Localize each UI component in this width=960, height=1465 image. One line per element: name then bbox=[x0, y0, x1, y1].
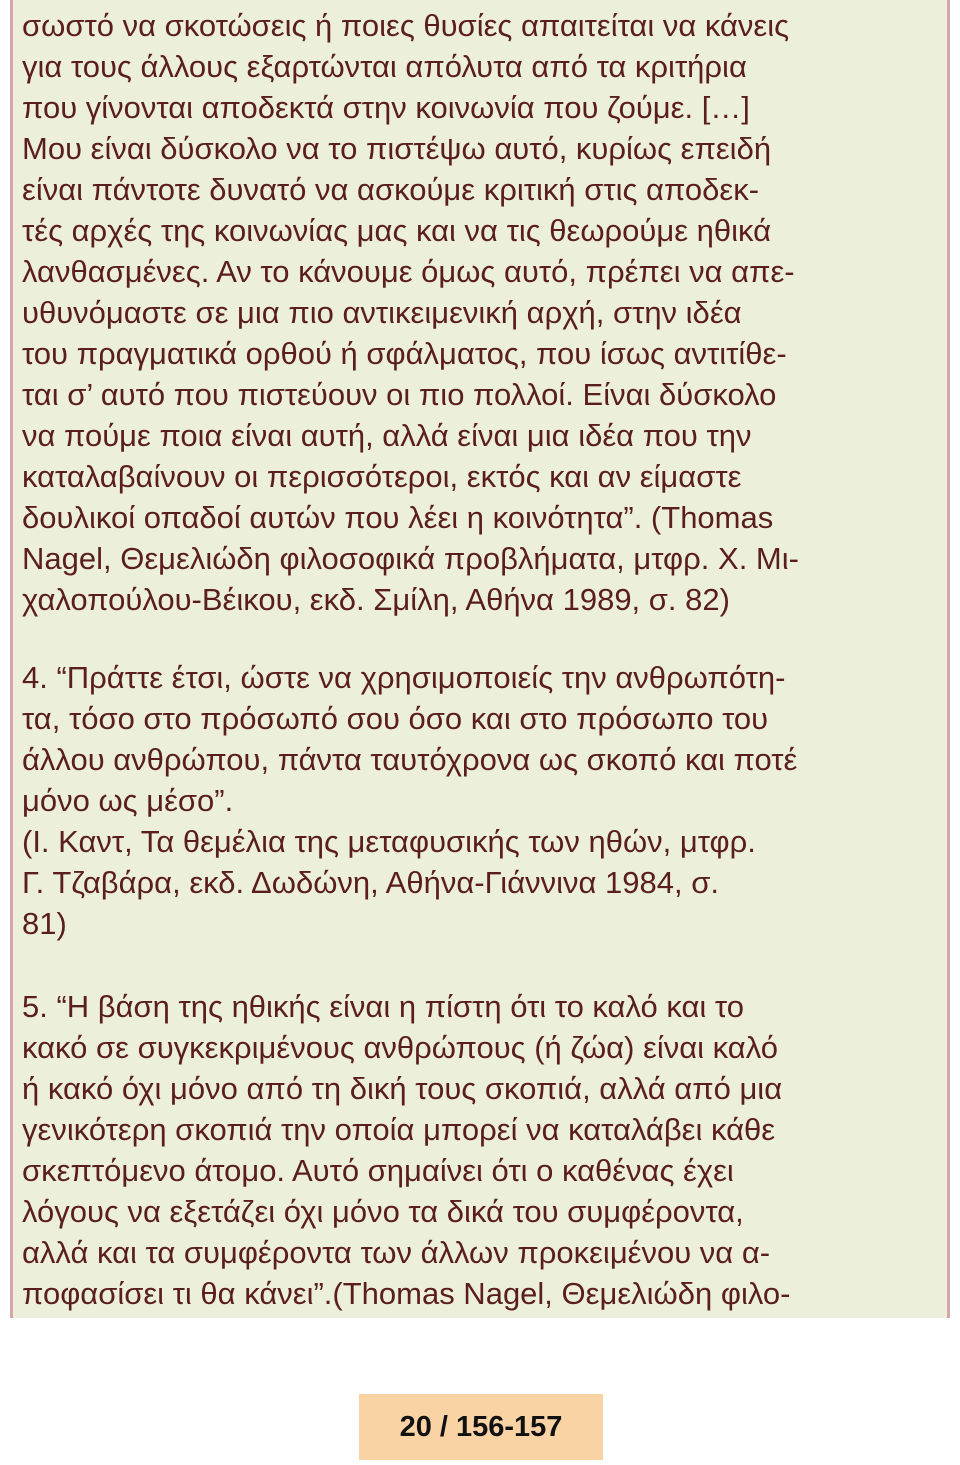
text-line: τα, τόσο στο πρόσωπό σου όσο και στο πρόσωπο του bbox=[22, 701, 769, 736]
text-line: Μου είναι δύσκολο να το πιστέψω αυτό, κυρίως επειδή bbox=[22, 131, 772, 166]
text-line: ποφασίσει τι θα κάνει”.(Thomas Nagel, Θεμελιώδη φιλο- bbox=[22, 1276, 791, 1311]
text-line: δουλικοί οπαδοί αυτών που λέει η κοινότητα”. (Thomas bbox=[22, 500, 774, 535]
text-line: σωστό να σκοτώσεις ή ποιες θυσίες απαιτείται να κάνεις bbox=[22, 8, 790, 43]
text-line: μόνο ως μέσο”. bbox=[22, 783, 234, 818]
text-line: τές αρχές της κοινωνίας μας και να τις θεωρούμε ηθικά bbox=[22, 213, 772, 248]
text-line: 81) bbox=[22, 906, 67, 941]
text-line: σκεπτόμενο άτομο. Αυτό σημαίνει ότι ο καθένας έχει bbox=[22, 1153, 734, 1188]
text-line: κακό σε συγκεκριμένους ανθρώπους (ή ζώα) είναι καλό bbox=[22, 1030, 778, 1065]
text-line: λόγους να εξετάζει όχι μόνο τα δικά του συμφέροντα, bbox=[22, 1194, 744, 1229]
text-line: (Ι. Καντ, Τα θεμέλια της μεταφυσικής των ηθών, μτφρ. bbox=[22, 824, 756, 859]
text-line: Nagel, Θεμελιώδη φιλοσοφικά προβλήματα, μτφρ. Χ. Μι- bbox=[22, 541, 799, 576]
text-line: αλλά και τα συμφέροντα των άλλων προκειμένου να α- bbox=[22, 1235, 771, 1270]
text-line: είναι πάντοτε δυνατό να ασκούμε κριτική στις αποδεκ- bbox=[22, 172, 760, 207]
text-line: άλλου ανθρώπου, πάντα ταυτόχρονα ως σκοπό και ποτέ bbox=[22, 742, 798, 777]
text-line: καταλαβαίνουν οι περισσότεροι, εκτός και αν είμαστε bbox=[22, 459, 742, 494]
text-line: του πραγματικά ορθού ή σφάλματος, που ίσως αντιτίθε- bbox=[22, 336, 787, 371]
text-line: λανθασμένες. Αν το κάνουμε όμως αυτό, πρέπει να απε- bbox=[22, 254, 795, 289]
text-line: 4. “Πράττε έτσι, ώστε να χρησιμοποιείς την ανθρωπότη- bbox=[22, 660, 786, 695]
text-line: 5. “Η βάση της ηθικής είναι η πίστη ότι το καλό και το bbox=[22, 989, 744, 1024]
page-number-label: 20 / 156-157 bbox=[399, 1410, 563, 1443]
page-number-badge bbox=[359, 1394, 603, 1460]
text-line: ται σ’ αυτό που πιστεύουν οι πιο πολλοί. Είναι δύσκολο bbox=[22, 377, 777, 412]
text-line: γενικότερη σκοπιά την οποία μπορεί να καταλάβει κάθε bbox=[22, 1112, 776, 1147]
text-line: που γίνονται αποδεκτά στην κοινωνία που ζούμε. […] bbox=[22, 90, 750, 125]
text-line: για τους άλλους εξαρτώνται απόλυτα από τα κριτήρια bbox=[22, 49, 747, 84]
text-line: Γ. Τζαβάρα, εκδ. Δωδώνη, Αθήνα-Γιάννινα 1984, σ. bbox=[22, 865, 719, 900]
text-line: χαλοπούλου-Βέικου, εκδ. Σμίλη, Αθήνα 1989, σ. 82) bbox=[22, 582, 730, 617]
text-line: να πούμε ποια είναι αυτή, αλλά είναι μια ιδέα που την bbox=[22, 418, 752, 453]
text-line: υθυνόμαστε σε μια πιο αντικειμενική αρχή, στην ιδέα bbox=[22, 295, 742, 330]
text-line: ή κακό όχι μόνο από τη δική τους σκοπιά, αλλά από μια bbox=[22, 1071, 783, 1106]
